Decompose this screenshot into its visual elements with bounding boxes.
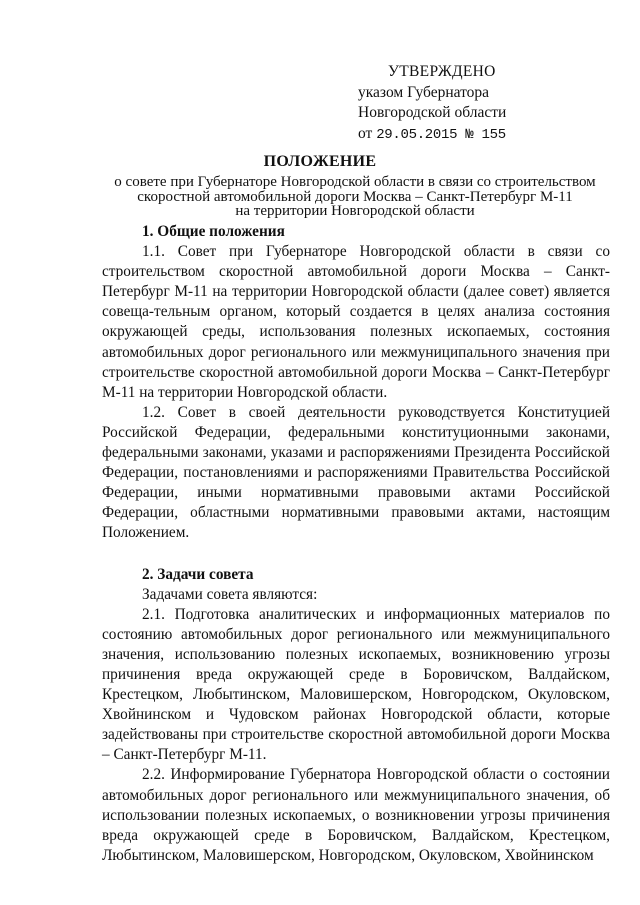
approval-date-value: 29.05.2015 № 155 [376, 126, 506, 143]
section-2-heading: 2. Задачи совета [142, 565, 254, 583]
approval-line-1: указом Губернатора [358, 83, 490, 101]
document-body [102, 222, 610, 866]
section-2-intro: Задачами совета являются: [142, 585, 318, 603]
approval-block [358, 62, 506, 145]
section-1-heading: 1. Общие положения [142, 223, 285, 240]
paragraph-1-2: 1.2. Совет в своей деятельности руководствуется Конституцией Российской Федерации, федеральными конституционными законами, федеральными законами, указами и распоряжениями Президента Российской Федерации, постановлениями и распоряжениями Правительства Российской Федерации, иными нормативными правовыми актами Российской Федерации, областными нормативными правовыми актами, настоящим Положением. [102, 403, 610, 542]
subtitle-line-3: на территории Новгородской области [235, 203, 475, 219]
approval-stamp: УТВЕРЖДЕНО [388, 63, 496, 80]
paragraph-2-2: 2.2. Информирование Губернатора Новгородской области о состоянии автомобильных дорог регионального или межмуниципального значения, об использовании полезных ископаемых, о возникновении угрозы причинения вреда окружающей среде в Боровичском, Валдайском, Крестецком, Любытинском, Маловишерском, Новгородском, Окуловском, Хвойнинском [102, 766, 610, 864]
document-title: ПОЛОЖЕНИЕ [263, 153, 377, 170]
paragraph-1-1: 1.1. Совет при Губернаторе Новгородской области в связи со строительством скоростной автомобильной дороги Москва – Санкт-Петербург М-11 на территории Новгородской области (далее совет) является совеща-тельным органом, который создается в целях анализа состояния окружающей среды, использования полезных ископаемых, состояния автомобильных дорог регионального или межмуниципального значения при строительстве скоростной автомобильной дороги Москва – Санкт-Петербург М-11 на территории Новгородской области. [102, 243, 610, 401]
approval-line-2: Новгородской области [358, 104, 507, 121]
subtitle-line-2: скоростной автомобильной дороги Москва – Санкт-Петербург М-11 [137, 188, 573, 205]
section-spacer [102, 544, 610, 565]
document-subtitle [100, 175, 610, 219]
approval-date-line [358, 124, 506, 146]
approval-date-prefix: от [358, 124, 373, 142]
paragraph-2-1: 2.1. Подготовка аналитических и информационных материалов по состоянию автомобильных дорог регионального или межмуниципального значения, использованию полезных ископаемых, возникновению угрозы причинения вреда окружающей среде в Боровичском, Валдайском, Крестецком, Любытинском, Маловишерском, Новгородском, Окуловском, Хвойнинском и Чудовском районах Новгородской области, которые задействованы при строительстве скоростной автомобильной дороги Москва – Санкт-Петербург М-11. [102, 605, 610, 764]
subtitle-line-1: о совете при Губернаторе Новгородской области в связи со строительством [114, 174, 596, 190]
